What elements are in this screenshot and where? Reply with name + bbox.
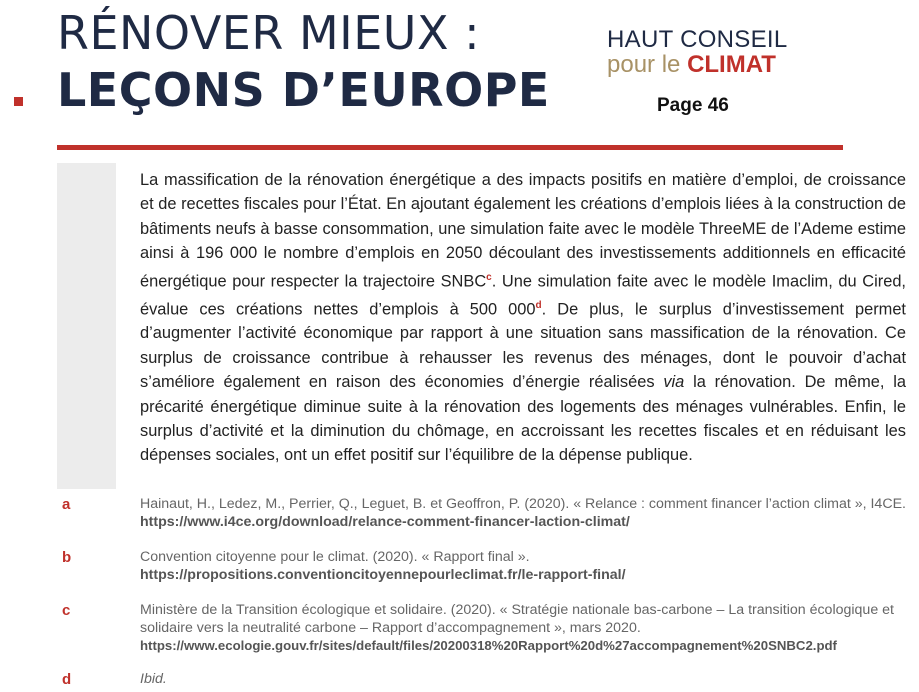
footnote-link[interactable]: https://www.ecologie.gouv.fr/sites/default/files/20200318%20Rapport%20d%27accompagnement%20SNBC2.pdf bbox=[140, 638, 837, 653]
footnote-letter: d bbox=[62, 671, 72, 688]
footnote-citation: Hainaut, H., Ledez, M., Perrier, Q., Leguet, B. et Geoffron, P. (2020). « Relance : comment financer l’action climat », I4CE. bbox=[140, 496, 906, 512]
body-italic: via bbox=[663, 373, 685, 392]
side-margin-band bbox=[57, 163, 116, 489]
footnote-citation: Ministère de la Transition écologique et solidaire. (2020). « Stratégie nationale bas-carbone – La transition écologique et solidaire vers la neutralité carbone – Rapport d’accompagnement », mars 2020. bbox=[140, 602, 894, 636]
footnote-letter: a bbox=[62, 496, 71, 513]
body-part2: . Une simulation faite avec le modèle Imaclim, du Cired, évalue ces créations nettes d’emplois à 500 000 bbox=[140, 272, 906, 318]
footnote-citation: Ibid. bbox=[140, 671, 167, 687]
footnote-ref-c[interactable]: c bbox=[486, 271, 492, 283]
footnote-link[interactable]: https://www.i4ce.org/download/relance-comment-financer-laction-climat/ bbox=[140, 513, 630, 530]
logo-line1: HAUT CONSEIL bbox=[607, 26, 788, 53]
page-number: Page 46 bbox=[657, 95, 729, 116]
logo-line2 bbox=[607, 53, 788, 77]
logo-line2-emph: CLIMAT bbox=[687, 51, 776, 78]
hcc-logo bbox=[607, 28, 788, 77]
footnote-ref-d[interactable]: d bbox=[535, 299, 542, 311]
body-part3: . De plus, le surplus d’investissement permet d’augmenter l’activité économique par rapport à une situation sans massification de la rénovation. Ce surplus de croissance contribue à rehausser les revenus des ménages, dont le pouvoir d’achat s’améliore également en raison des économies d’énergie réalisées bbox=[140, 299, 906, 392]
footnote-text bbox=[140, 496, 910, 531]
footnote-link[interactable]: https://propositions.conventioncitoyennepourleclimat.fr/le-rapport-final/ bbox=[140, 566, 626, 583]
footnote-citation: Convention citoyenne pour le climat. (2020). « Rapport final ». bbox=[140, 549, 530, 565]
document-title-line2: LEÇONS D’EUROPE bbox=[57, 63, 550, 117]
body-part1: La massification de la rénovation énergétique a des impacts positifs en matière d’emploi, de croissance et de recettes fiscales pour l’État. En ajoutant également les créations d’emplois liées à la construction de bâtiments neufs à basse consommation, une simulation faite avec le modèle ThreeME de l’Ademe estime ainsi à 196 000 le nombre d’emplois en 2050 découlant des investissements additionnels en efficacité énergétique pour respecter la trajectoire SNBC bbox=[140, 171, 906, 291]
footnote-letter: b bbox=[62, 549, 72, 566]
body-paragraph bbox=[140, 168, 906, 468]
footnote-letter: c bbox=[62, 602, 71, 619]
logo-line2-prefix: pour le bbox=[607, 51, 681, 78]
body-part4: la rénovation. De même, la précarité énergétique diminue suite à la rénovation des logements des ménages vulnérables. Enfin, le surplus d’activité et la diminution du chômage, en accroissant les recettes fiscales et en réduisant les dépenses sociales, ont un effet positif sur l’équilibre de la dépense publique. bbox=[140, 373, 906, 465]
footnote-text bbox=[140, 671, 910, 689]
document-title-line1: RÉNOVER MIEUX : bbox=[57, 6, 481, 60]
red-square-marker bbox=[14, 97, 23, 106]
header-divider bbox=[57, 145, 843, 150]
footnote-text bbox=[140, 602, 910, 656]
footnote-text bbox=[140, 549, 910, 584]
